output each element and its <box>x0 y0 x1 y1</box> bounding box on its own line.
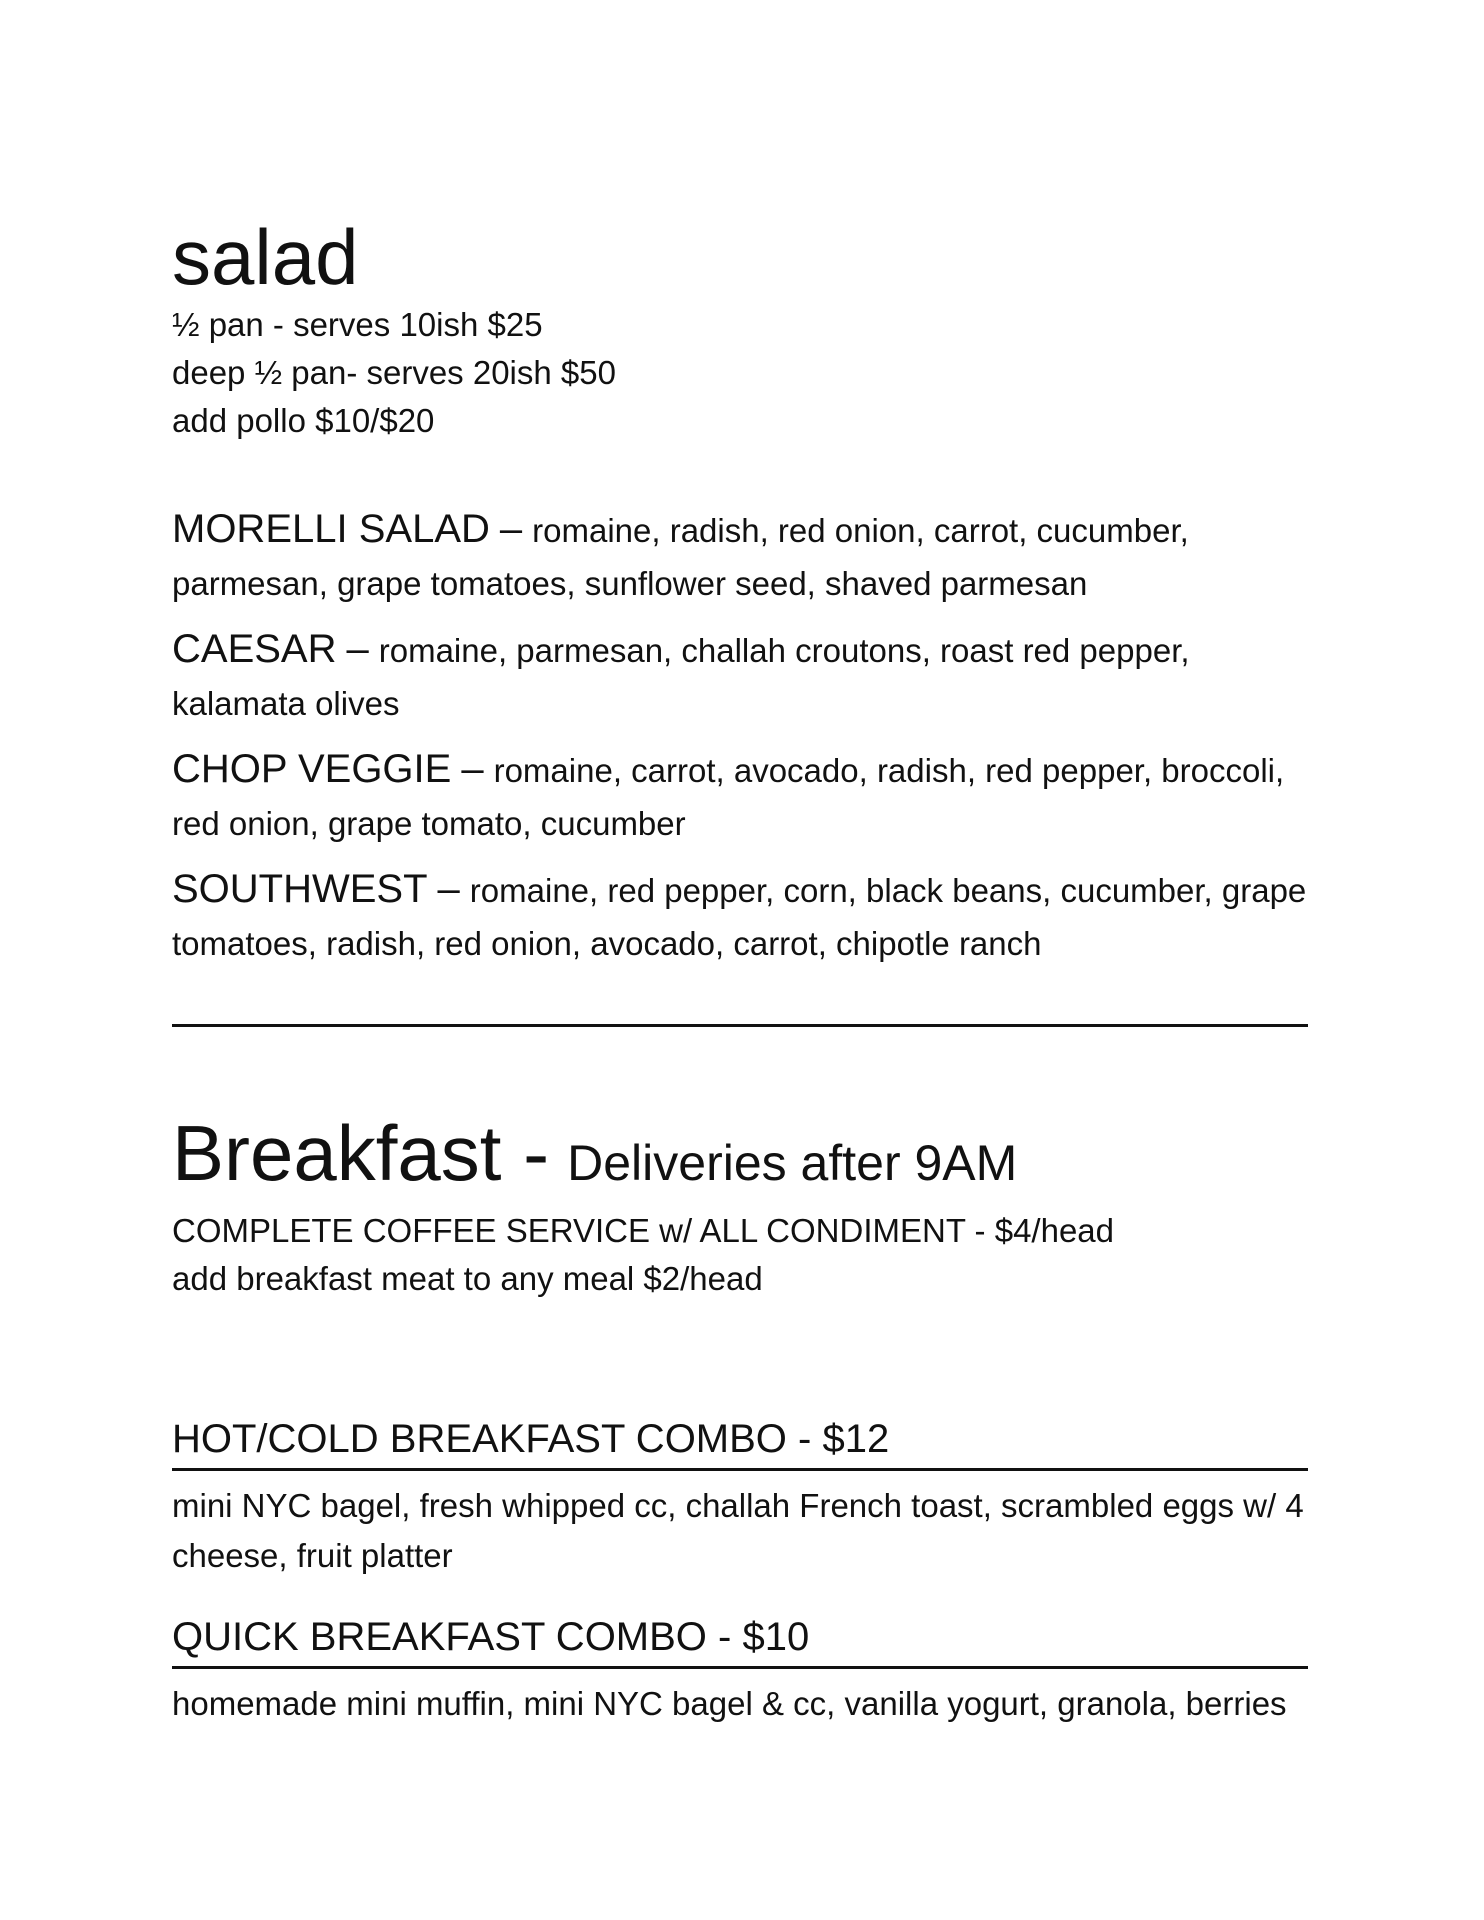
salad-info-line-add-pollo: add pollo $10/$20 <box>172 402 435 439</box>
menu-item-name: MORELLI SALAD <box>172 507 490 551</box>
breakfast-title-text: Breakfast - <box>172 1109 550 1197</box>
breakfast-info-line-add-meat: add breakfast meat to any meal $2/head <box>172 1260 763 1297</box>
breakfast-info-line-coffee-service: COMPLETE COFFEE SERVICE w/ ALL CONDIMENT - $4/head <box>172 1212 1114 1249</box>
menu-item-description: romaine, radish, red onion, carrot, cucumber, parmesan, grape tomatoes, sunflower seed, shaved parmesan <box>172 512 1189 602</box>
menu-item-southwest <box>172 863 1308 970</box>
breakfast-pricing-info <box>172 1207 1308 1303</box>
salad-info-line-deep-pan: deep ½ pan- serves 20ish $50 <box>172 354 616 391</box>
section-divider-line <box>172 1024 1308 1027</box>
menu-item-chop-veggie <box>172 743 1308 850</box>
combo-description: homemade mini muffin, mini NYC bagel & cc, vanilla yogurt, granola, berries <box>172 1685 1287 1722</box>
salad-section-title: salad <box>172 213 359 301</box>
menu-item-name: CAESAR <box>172 627 337 671</box>
combo-hot-cold-breakfast <box>172 1415 1308 1581</box>
menu-item-name: CHOP VEGGIE <box>172 747 452 791</box>
breakfast-title-subtitle: Deliveries after 9AM <box>567 1135 1018 1191</box>
salad-item-list <box>172 503 1308 970</box>
menu-item-dash: – <box>499 507 523 551</box>
menu-item-morelli-salad <box>172 503 1308 610</box>
combo-quick-breakfast <box>172 1613 1308 1729</box>
salad-info-line-half-pan: ½ pan - serves 10ish $25 <box>172 306 543 343</box>
combo-description: mini NYC bagel, fresh whipped cc, challah French toast, scrambled eggs w/ 4 cheese, fruit platter <box>172 1487 1304 1574</box>
menu-item-dash: – <box>346 627 369 671</box>
menu-item-description: romaine, carrot, avocado, radish, red pepper, broccoli, red onion, grape tomato, cucumber <box>172 752 1285 842</box>
combo-heading: QUICK BREAKFAST COMBO - $10 <box>172 1613 1308 1669</box>
breakfast-section-title <box>172 1109 1308 1207</box>
menu-item-caesar <box>172 623 1308 730</box>
menu-item-dash: – <box>437 867 460 911</box>
menu-item-description: romaine, parmesan, challah croutons, roast red pepper, kalamata olives <box>172 632 1190 722</box>
menu-item-name: SOUTHWEST <box>172 867 428 911</box>
menu-item-description: romaine, red pepper, corn, black beans, cucumber, grape tomatoes, radish, red onion, avocado, carrot, chipotle ranch <box>172 872 1307 962</box>
menu-item-dash: – <box>461 747 484 791</box>
salad-pricing-info <box>172 301 1308 445</box>
combo-heading: HOT/COLD BREAKFAST COMBO - $12 <box>172 1415 1308 1471</box>
